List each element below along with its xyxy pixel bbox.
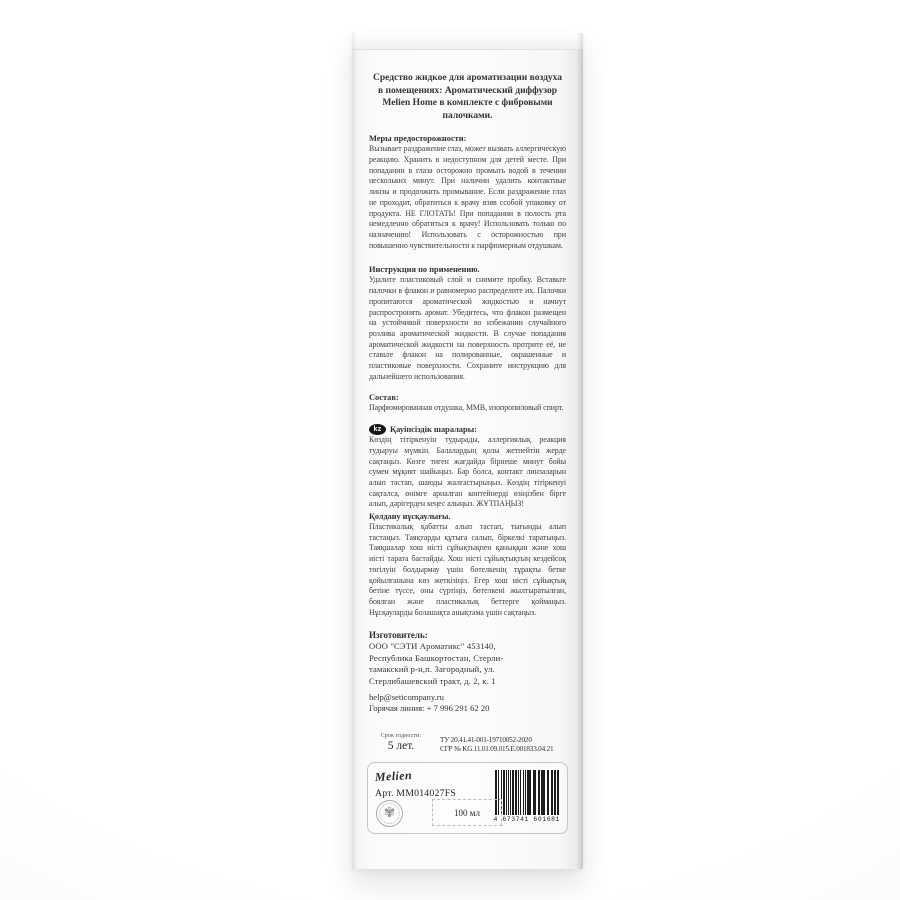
shelf-life-and-certs-row <box>371 733 568 755</box>
shelf-life-label: Срок годности: <box>380 732 422 739</box>
precautions-heading: Меры предосторожности: <box>369 134 467 144</box>
label-bottom-block <box>367 733 568 834</box>
certificate-sgr: СГР № KG.11.01.09.015.Е.001833.04.21 <box>440 745 554 754</box>
brand-panel-left <box>375 768 493 828</box>
label-upper-content <box>367 72 568 714</box>
kz-safety-heading: Қауіпсіздік шаралары: <box>390 425 477 435</box>
kz-heading-row <box>369 424 566 435</box>
brand-logo: Melien <box>374 768 413 784</box>
stamp-glyph: ✾ <box>383 805 396 821</box>
manufacturer-address-line: Стерлибашевский тракт, д. 2, к. 1 <box>369 675 496 686</box>
composition-heading: Состав: <box>369 393 399 403</box>
manufacturer-heading: Изготовитель: <box>369 630 428 641</box>
kz-usage-heading: Қолдану нұсқаулығы. <box>369 512 451 522</box>
diffuser-box-back-panel <box>352 33 583 869</box>
floral-stamp-icon <box>376 800 403 827</box>
composition-body: Парфюмированная отдушка, ММВ, изопропиловый спирт. <box>369 403 564 413</box>
volume-badge <box>432 799 502 826</box>
manufacturer-address-line: тамакский р-н,п. Загородный, ул. <box>369 664 495 675</box>
manufacturer-email: help@seticompany.ru <box>369 692 444 703</box>
manufacturer-address-line: Республика Башкортостан, Стерли- <box>369 652 504 663</box>
section-manufacturer <box>369 630 566 714</box>
kz-flag-badge-icon: kz <box>369 424 386 435</box>
precautions-body: Вызывает раздражение глаз, может вызвать аллергическую реакцию. Хранить в недоступном для детей месте. При попадании в глаза осторожно промыть водой в течении нескольких минут. При наличии удалить контактные линзы и продолжить промывание. Если раздражение глаз не проходит, обратиться к врачу взяв ссобой упаковку от продукта. НЕ ГЛОТАТЬ! При попадании в полость рта немедленно обратиться к врачу! Использовать только по назначению! Использовать с осторожностью при повышенно чувствительности к парфюмерным отдушкам. <box>369 144 566 250</box>
shelf-life-value: 5 лет. <box>387 739 415 752</box>
section-kz-safety <box>369 424 566 618</box>
kz-usage-body: Пластикалық қабатты алып тастап, тығынды алып тастаңыз. Таяқтарды құтыға салып, біркелкі таратыңыз. Таяқшалар хош иісті сұйықтықпен қаныққан және хош иісті тарата бастайды. Хош иісті сұйықтықтың кездейсоқ төгілуін болдырмау үшін бөтелкенің тұрақты бетке қойылғанына көз жеткізіңіз. Егер хош иісті сұйықтық бетіне түссе, оны сүртіңіз, бөтелкені жылтыратылған, боялған және пластикалық беттерге қоймаңыз. Нұсқауларды болашақта анықтама үшін сақтаңыз. <box>369 522 566 617</box>
product-title: Средство жидкое для ароматизации воздуха в помещениях: Ароматический диффузор Melien Home в комплекте с фибровыми палочками. <box>372 73 563 121</box>
section-instructions <box>369 264 566 382</box>
volume-value: 100 мл <box>454 807 480 818</box>
barcode-bars <box>495 770 559 815</box>
certificate-tu: ТУ 20.41.41-001-19710052-2020 <box>440 735 532 744</box>
article-number: Арт. MM014027FS <box>375 788 456 799</box>
section-precautions <box>369 133 566 251</box>
kz-safety-body: Көздің тітіркенуін тудырады, аллергиялық реакция тудыруы мүмкін. Балалардың қолы жетпейтін жерде сақтаңыз. Көзге тиген жағдайда бірнеше минут бойы сумен мұқият шайыңыз. Бар болса, контакт линзаларын алып тастап, шаюды жалғастырыңыз. Көздің тітіркенуі сақталса, өнімге арналған контейнерді өзіңізбен бірге алып, дәрігерден кеңес алыңыз. ЖҰТПАҢЫЗ! <box>369 435 566 509</box>
box-top-flap <box>352 33 583 50</box>
shelf-life <box>371 733 431 752</box>
instructions-body: Удалите пластиковый слой и снимите пробку. Вставьте палочки в флакон и равномерно распределите их. Палочки пропитаются ароматической жидкостью и начнут распростронять аромат. Убедитесь, что флакон размещен на устойчивой поверхности во избежании случайного розлива ароматической жидкости. В случае попадания ароматической жидкости на поверхность протрите её, не ставьте флакон на полированные, окрашенные и пластиковые поверхности. Сохраните инструкцию для дальнейшего использования. <box>369 275 566 381</box>
barcode-digits: 4 673741 601681 <box>493 816 560 823</box>
manufacturer-hotline: Горячая линия: + 7 996 291 62 20 <box>369 703 490 714</box>
brand-barcode-panel <box>367 762 568 834</box>
certificates <box>440 733 553 755</box>
instructions-heading: Инструкция по применению. <box>369 265 480 275</box>
barcode <box>493 768 560 828</box>
box-label-face <box>352 50 583 869</box>
manufacturer-address-line: ООО "СЭТИ Ароматикс" 453140, <box>369 641 496 652</box>
section-composition <box>369 392 566 414</box>
